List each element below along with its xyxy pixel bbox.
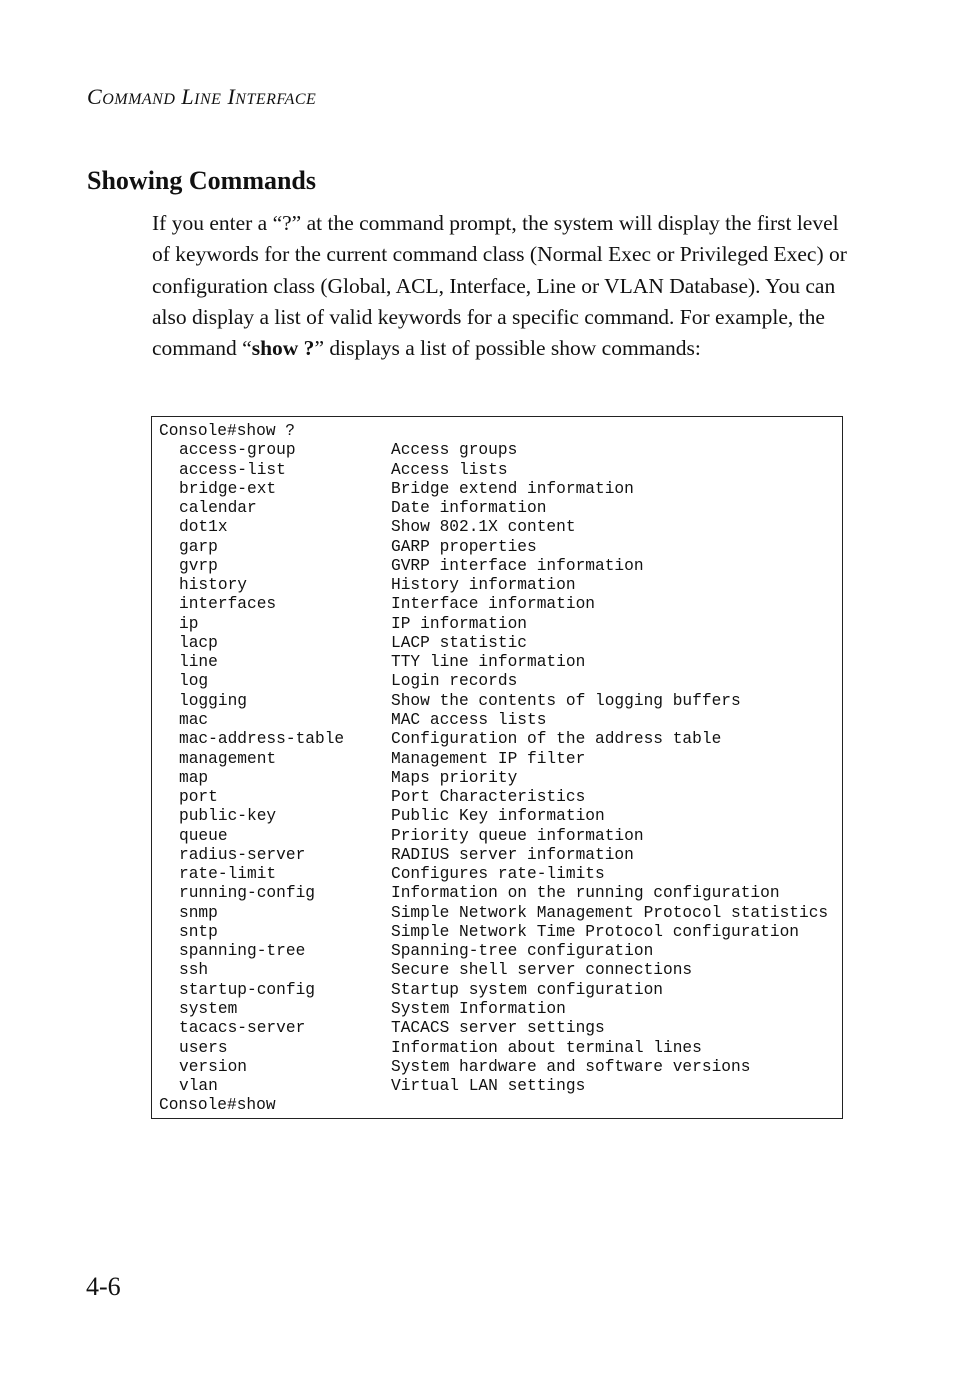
intro-command-bold: show ? (251, 336, 315, 361)
command-row (159, 730, 842, 749)
command-keyword: sntp (179, 922, 218, 941)
command-row (159, 942, 842, 961)
command-description: Information about terminal lines (391, 1038, 702, 1057)
command-keyword: garp (179, 537, 218, 556)
console-prompt-line: Console#show ? (159, 422, 295, 440)
command-description: LACP statistic (391, 633, 527, 652)
command-description: Show the contents of logging buffers (391, 691, 741, 710)
command-row (159, 904, 842, 923)
command-keyword: map (179, 768, 209, 787)
command-description: Information on the running configuration (391, 884, 780, 903)
command-description: Access groups (391, 441, 518, 460)
command-row (159, 499, 842, 518)
command-description: GARP properties (391, 537, 537, 556)
command-keyword: vlan (179, 1077, 218, 1096)
section-title: Showing Commands (87, 166, 317, 195)
command-description: Priority queue information (391, 826, 644, 845)
command-row (159, 750, 842, 769)
command-description: Secure shell server connections (391, 961, 693, 980)
command-keyword: version (179, 1057, 247, 1076)
command-keyword: bridge-ext (179, 479, 277, 498)
command-row (159, 461, 842, 480)
command-row (159, 672, 842, 691)
command-keyword: log (179, 672, 209, 691)
command-description: Simple Network Management Protocol statistics (391, 903, 829, 922)
command-keyword: ip (179, 614, 199, 633)
command-row (159, 865, 842, 884)
command-keyword: tacacs-server (179, 1019, 306, 1038)
command-keyword: dot1x (179, 518, 228, 537)
command-row (159, 615, 842, 634)
command-keyword: history (179, 576, 247, 595)
command-row (159, 518, 842, 537)
command-row (159, 480, 842, 499)
console-end-line: Console#show (159, 1096, 276, 1115)
command-description: Date information (391, 499, 547, 518)
command-row (159, 1000, 842, 1019)
command-keyword: running-config (179, 884, 315, 903)
command-description: RADIUS server information (391, 845, 634, 864)
running-header (87, 84, 316, 110)
command-keyword: line (179, 653, 218, 672)
command-description: Port Characteristics (391, 788, 586, 807)
command-keyword: system (179, 999, 238, 1018)
command-description: TACACS server settings (391, 1019, 605, 1038)
command-description: GVRP interface information (391, 556, 644, 575)
command-description: Show 802.1X content (391, 518, 576, 537)
command-description: IP information (391, 614, 527, 633)
command-description: Public Key information (391, 807, 605, 826)
command-row (159, 441, 842, 460)
command-row (159, 538, 842, 557)
running-header-word: COMMAND (87, 84, 176, 109)
command-keyword: access-group (179, 441, 296, 460)
command-keyword: gvrp (179, 556, 218, 575)
command-keyword: rate-limit (179, 865, 277, 884)
command-keyword: logging (179, 691, 247, 710)
command-row (159, 595, 842, 614)
command-description: Bridge extend information (391, 479, 634, 498)
command-description: Interface information (391, 595, 595, 614)
command-description: System Information (391, 999, 566, 1018)
command-row (159, 1077, 842, 1096)
intro-paragraph (152, 208, 852, 364)
command-row (159, 653, 842, 672)
command-keyword: mac-address-table (179, 730, 345, 749)
intro-text-before: If you enter a “?” at the command prompt, the system will display the first level of keywords for the current command class (Normal Exec or Privileged Exec) or configuration class (Global, ACL, Interface, Line or VLAN Database). You can also display a list of valid keywords for a specific command. For example, the command “ (152, 211, 847, 361)
command-row (159, 981, 842, 1000)
command-row (159, 769, 842, 788)
command-keyword: lacp (179, 633, 218, 652)
command-row (159, 807, 842, 826)
command-row (159, 923, 842, 942)
command-row (159, 827, 842, 846)
command-list (159, 441, 842, 1096)
command-description: Simple Network Time Protocol configuration (391, 922, 799, 941)
command-keyword: startup-config (179, 980, 315, 999)
command-keyword: access-list (179, 460, 286, 479)
command-description: MAC access lists (391, 710, 547, 729)
command-keyword: management (179, 749, 277, 768)
running-header-word: INTERFACE (227, 84, 317, 109)
command-keyword: users (179, 1038, 228, 1057)
command-keyword: calendar (179, 499, 257, 518)
command-row (159, 634, 842, 653)
command-keyword: spanning-tree (179, 942, 306, 961)
command-row (159, 788, 842, 807)
command-keyword: public-key (179, 807, 277, 826)
console-output-box (151, 416, 843, 1119)
command-description: TTY line information (391, 653, 586, 672)
command-keyword: snmp (179, 903, 218, 922)
command-description: Configuration of the address table (391, 730, 722, 749)
command-row (159, 557, 842, 576)
command-keyword: mac (179, 710, 209, 729)
command-description: Maps priority (391, 768, 518, 787)
command-description: Startup system configuration (391, 980, 663, 999)
command-keyword: ssh (179, 961, 209, 980)
command-row (159, 576, 842, 595)
intro-text-after: ” displays a list of possible show commands: (314, 336, 701, 361)
command-description: System hardware and software versions (391, 1057, 751, 1076)
command-description: Configures rate-limits (391, 865, 605, 884)
command-description: Management IP filter (391, 749, 586, 768)
page-number: 4-6 (86, 1272, 121, 1301)
command-row (159, 711, 842, 730)
command-row (159, 1019, 842, 1038)
command-row (159, 884, 842, 903)
command-row (159, 846, 842, 865)
command-keyword: queue (179, 826, 228, 845)
command-row (159, 692, 842, 711)
command-description: Access lists (391, 460, 508, 479)
command-row (159, 961, 842, 980)
command-row (159, 1058, 842, 1077)
command-description: History information (391, 576, 576, 595)
command-description: Spanning-tree configuration (391, 942, 654, 961)
command-description: Virtual LAN settings (391, 1077, 586, 1096)
command-keyword: port (179, 788, 218, 807)
command-row (159, 1039, 842, 1058)
command-keyword: radius-server (179, 845, 306, 864)
command-description: Login records (391, 672, 518, 691)
running-header-word: LINE (181, 84, 222, 109)
command-keyword: interfaces (179, 595, 277, 614)
